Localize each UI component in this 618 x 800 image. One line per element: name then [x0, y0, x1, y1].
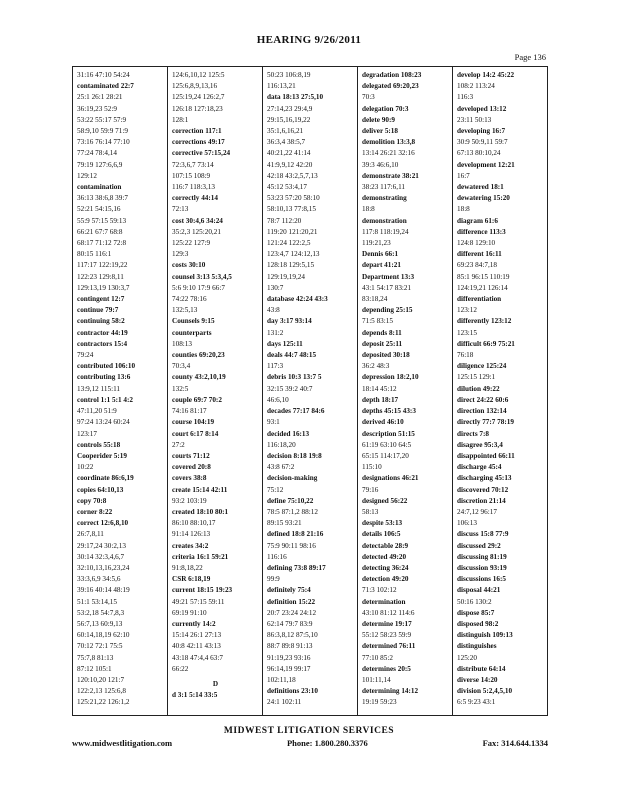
index-entry-term: depth 18:17 — [362, 395, 399, 404]
index-entry-term: determining 14:12 — [362, 687, 419, 696]
index-entry-term: create 15:14 42:11 — [172, 485, 228, 494]
index-entry-refs: 36:19,23 52:9 — [77, 104, 117, 113]
index-entry-refs: 115:10 — [362, 463, 382, 472]
index-entry-refs: 117:8 118:19,24 — [362, 227, 409, 236]
index-entry-term: details 106:5 — [362, 530, 401, 539]
index-entry-refs: 19:19 59:23 — [362, 698, 397, 707]
index-entry-refs: 62:14 79:7 83:9 — [267, 619, 313, 628]
index-entry-refs: 27:2 — [172, 440, 185, 449]
index-entry-refs: 61:19 63:10 64:5 — [362, 440, 412, 449]
index-entry-refs: 102:11,18 — [267, 675, 296, 684]
index-entry-term: designed 56:22 — [362, 496, 408, 505]
index-entry-refs: 75:9 90:11 98:16 — [267, 541, 316, 550]
index-entry-term: decision 8:18 19:8 — [267, 451, 322, 460]
index-entry-term: distinguishes — [457, 642, 497, 651]
index-entry-term: corner 8:22 — [77, 507, 113, 516]
page-header-title: HEARING 9/26/2011 — [256, 34, 362, 46]
index-entry-term: discretion 21:14 — [457, 496, 506, 505]
index-entry-refs: 24:1 102:11 — [267, 698, 302, 707]
index-entry-refs: 86:3,8,12 87:5,10 — [267, 631, 318, 640]
index-entry-refs: 52:21 54:15,16 — [77, 205, 121, 214]
index-entry-refs: 10:22 — [77, 463, 94, 472]
index-entry-refs: 67:13 80:10,24 — [457, 149, 501, 158]
index-entry-term: direct 24:22 60:6 — [457, 395, 509, 404]
index-entry-term: deposited 30:18 — [362, 351, 410, 360]
index-entry-refs: 122:23 129:8,11 — [77, 272, 124, 281]
index-entry-refs: 125:20 — [457, 653, 477, 662]
index-entry-refs: 128:1 — [172, 115, 189, 124]
index-entry-term: difficult 66:9 75:21 — [457, 339, 515, 348]
index-entry-refs: 40:8 42:11 43:13 — [172, 642, 221, 651]
index-entry-refs: 43:1 54:17 83:21 — [362, 283, 412, 292]
index-entry-term: couple 69:7 70:2 — [172, 395, 222, 404]
index-entry-term: contractor 44:19 — [77, 328, 128, 337]
index-entry-term: deliver 5:18 — [362, 127, 398, 136]
index-entry-term: distribute 64:14 — [457, 664, 506, 673]
index-entry-refs: 120:10,20 121:7 — [77, 675, 125, 684]
index-entry-refs: 43:8 67:2 — [267, 463, 295, 472]
index-entry-refs: 83:18,24 — [362, 295, 388, 304]
index-entry-refs: 40:21,22 41:14 — [267, 149, 311, 158]
index-entry-refs: 124:8 129:10 — [457, 239, 496, 248]
index-entry-refs: 6:5 9:23 43:1 — [457, 698, 496, 707]
index-entry-term: distinguish 109:13 — [457, 631, 513, 640]
index-entry-term: demonstration — [362, 216, 407, 225]
index-entry-term: determines 20:5 — [362, 664, 411, 673]
index-entry-term: deposit 25:11 — [362, 339, 403, 348]
index-entry-term: Department 13:3 — [362, 272, 415, 281]
index-entry-term: copy 70:8 — [77, 496, 107, 505]
footer-fax: Fax: 314.644.1334 — [482, 738, 548, 748]
index-entry-refs: 39:3 46:6,10 — [362, 160, 399, 169]
index-entry-refs: 25:1 26:1 28:21 — [77, 93, 123, 102]
index-entry-refs: 116:13,21 — [267, 82, 296, 91]
index-entry-term: data 18:13 27:5,10 — [267, 93, 324, 102]
footer-company: MIDWEST LITIGATION SERVICES — [223, 726, 395, 736]
index-entry-refs: 71:3 102:12 — [362, 586, 397, 595]
index-entry-term: disposal 44:21 — [457, 586, 501, 595]
index-entry-term: difference 113:3 — [457, 227, 506, 236]
index-entry-refs: 30:14 32:3,4,6,7 — [77, 552, 125, 561]
index-entry-term: defining 73:8 89:17 — [267, 563, 326, 572]
index-entry-term: day 3:17 93:14 — [267, 317, 312, 326]
index-entry-term: depths 45:15 43:3 — [362, 407, 416, 416]
index-entry-term: creates 34:2 — [172, 541, 209, 550]
index-entry-term: criteria 16:1 59:21 — [172, 552, 229, 561]
index-entry-term: discharging 45:13 — [457, 474, 512, 483]
index-entry-refs: 78:5 87:1,2 88:12 — [267, 507, 318, 516]
index-entry-term: discuss 15:8 77:9 — [457, 530, 509, 539]
index-entry-refs: 89:15 93:21 — [267, 519, 302, 528]
index-entry-term: disagree 95:3,4 — [457, 440, 503, 449]
index-entry-term: courts 71:12 — [172, 451, 210, 460]
index-entry-refs: 15:14 26:1 27:13 — [172, 631, 222, 640]
index-entry-refs: 53:23 57:20 58:10 — [267, 194, 320, 203]
index-entry-term: decades 77:17 84:6 — [267, 407, 325, 416]
index-entry-refs: 20:7 23:24 24:12 — [267, 608, 317, 617]
index-entry-refs: 85:1 96:15 110:19 — [457, 272, 510, 281]
index-entry-refs: 116:7 118:3,13 — [172, 183, 215, 192]
index-entry-refs: 91:8,18,22 — [172, 563, 203, 572]
index-entry-term: detected 49:20 — [362, 552, 407, 561]
index-entry-refs: 45:12 53:4,17 — [267, 183, 307, 192]
index-entry-refs: 70:12 72:1 75:5 — [77, 642, 123, 651]
footer-contact-row — [72, 738, 548, 748]
index-entry-refs: 119:21,23 — [362, 239, 391, 248]
index-entry-refs: 129:3 — [172, 250, 189, 259]
index-entry-term: discussion 93:19 — [457, 563, 507, 572]
index-entry-term: current 18:15 19:23 — [172, 586, 233, 595]
index-entry-refs: 72:13 — [172, 205, 189, 214]
index-entry-term: corrective 57:15,24 — [172, 149, 231, 158]
index-entry-refs: 117:3 — [267, 362, 284, 371]
index-entry-refs: 50:16 130:2 — [457, 597, 492, 606]
index-entry-term: costs 30:10 — [172, 261, 206, 270]
index-entry-term: development 12:21 — [457, 160, 515, 169]
page-number: Page 136 — [514, 52, 546, 62]
index-entry-refs: 77:10 85:2 — [362, 653, 393, 662]
index-entry-term: discussions 16:5 — [457, 575, 506, 584]
index-entry-term: copies 64:10,13 — [77, 485, 124, 494]
footer-phone: Phone: 1.800.280.3376 — [286, 738, 368, 748]
index-entry-term: definitions 23:10 — [267, 687, 318, 696]
index-entry-refs: 97:24 13:24 60:24 — [77, 418, 130, 427]
index-entry-refs: 49:21 57:15 59:11 — [172, 597, 225, 606]
index-entry-refs: 79:16 — [362, 485, 379, 494]
index-column-4 — [358, 67, 453, 715]
index-entry-refs: 78:7 112:20 — [267, 216, 302, 225]
index-entry-refs: 55:12 58:23 59:9 — [362, 631, 412, 640]
index-entry-refs: 96:14,19 99:17 — [267, 664, 311, 673]
index-entry-refs: 43:8 — [267, 306, 280, 315]
index-entry-term: define 75:10,22 — [267, 496, 314, 505]
index-entry-term: delete 90:9 — [362, 115, 395, 124]
index-entry-term: developing 16:7 — [457, 127, 506, 136]
index-entry-refs: 23:11 50:13 — [457, 115, 492, 124]
index-entry-term: counties 69:20,23 — [172, 351, 225, 360]
index-entry-refs: 35:2,3 125:20,21 — [172, 227, 221, 236]
index-entry-refs: 106:13 — [457, 519, 477, 528]
index-entry-term: d 3:1 5:14 33:5 — [172, 691, 218, 700]
index-entry-refs: 125:22 127:9 — [172, 239, 211, 248]
index-entry-term: counterparts — [172, 328, 212, 337]
index-entry-refs: 46:6,10 — [267, 395, 289, 404]
index-entry-refs: 39:16 40:14 48:19 — [77, 586, 130, 595]
index-entry-term: directly 77:7 78:19 — [457, 418, 514, 427]
index-entry-term: dispose 85:7 — [457, 608, 495, 617]
index-entry-refs: 76:18 — [457, 351, 474, 360]
index-entry-refs: 93:1 — [267, 418, 280, 427]
index-entry-refs: 42:18 43:2,5,7,13 — [267, 171, 318, 180]
index-entry-refs: 124:19,21 126:14 — [457, 283, 508, 292]
index-entry-term: disposed 98:2 — [457, 619, 499, 628]
index-entry-refs: 131:2 — [267, 328, 284, 337]
index-entry-refs: 36:3,4 38:5,7 — [267, 138, 306, 147]
index-entry-term: delegated 69:20,23 — [362, 82, 419, 91]
index-entry-term: dilution 49:22 — [457, 384, 500, 393]
index-entry-term: division 5:2,4,5,10 — [457, 687, 513, 696]
index-entry-refs: 32:10,13,16,23,24 — [77, 563, 130, 572]
index-entry-refs: 71:5 83:15 — [362, 317, 393, 326]
index-entry-term: decision-making — [267, 474, 318, 483]
index-entry-refs: 129:12 — [77, 171, 97, 180]
index-entry-refs: 108:13 — [172, 339, 192, 348]
index-entry-refs: 116:16 — [267, 552, 287, 561]
index-entry-refs: 132:5 — [172, 384, 189, 393]
index-entry-term: differently 123:12 — [457, 317, 512, 326]
index-entry-term: designations 46:21 — [362, 474, 419, 483]
index-entry-term: direction 132:14 — [457, 407, 507, 416]
index-entry-refs: 29:17,24 30:2,13 — [77, 541, 126, 550]
index-entry-refs: 73:16 76:14 77:10 — [77, 138, 130, 147]
index-entry-term: Dennis 66:1 — [362, 250, 399, 259]
index-entry-refs: 91:19,23 93:16 — [267, 653, 311, 662]
index-entry-term: control 1:1 5:1 4:2 — [77, 395, 133, 404]
index-entry-refs: 58:13 — [362, 507, 379, 516]
index-entry-refs: 123:4,7 124:12,13 — [267, 250, 320, 259]
index-entry-refs: 58:10,13 77:8,15 — [267, 205, 316, 214]
index-entry-term: controls 55:18 — [77, 440, 121, 449]
index-entry-refs: 24:7,12 96:17 — [457, 507, 497, 516]
index-entry-term: dewatered 18:1 — [457, 183, 504, 192]
index-entry-refs: 56:7,13 60:9,13 — [77, 619, 123, 628]
index-entry-refs: 18:14 45:12 — [362, 384, 397, 393]
index-entry-term: CSR 6:18,19 — [172, 575, 211, 584]
index-entry-term: differentiation — [457, 295, 502, 304]
index-column-5 — [453, 67, 547, 715]
index-entry-term: developed 13:12 — [457, 104, 507, 113]
index-entry-refs: 36:2 48:3 — [362, 362, 390, 371]
index-entry-refs: 132:5,13 — [172, 306, 198, 315]
index-entry-term: defined 18:8 21:16 — [267, 530, 324, 539]
index-entry-refs: 51:1 53:14,15 — [77, 597, 117, 606]
index-entry-refs: 13:14 26:21 32:16 — [362, 149, 415, 158]
index-entry-term: discharge 45:4 — [457, 463, 502, 472]
index-entry-refs: 125:6,8,9,13,16 — [172, 82, 218, 91]
index-entry-refs: 31:16 47:10 54:24 — [77, 71, 130, 79]
index-entry-refs: 124:6,10,12 125:5 — [172, 71, 225, 79]
index-entry-refs: 93:2 103:19 — [172, 496, 207, 505]
index-entry-refs: 87:12 105:1 — [77, 664, 112, 673]
index-entry-refs: 55:9 57:15 59:13 — [77, 216, 127, 225]
index-entry-refs: 72:3,6,7 73:14 — [172, 160, 214, 169]
index-entry-term: coordinate 86:6,19 — [77, 474, 134, 483]
index-entry-term: delegation 70:3 — [362, 104, 409, 113]
index-entry-refs: 119:20 121:20,21 — [267, 227, 318, 236]
index-entry-term: demonstrate 38:21 — [362, 171, 419, 180]
index-entry-term: deals 44:7 48:15 — [267, 351, 317, 360]
index-entry-refs: 123:15 — [457, 328, 477, 337]
index-entry-term: depart 41:21 — [362, 261, 401, 270]
index-entry-refs: 107:15 108:9 — [172, 171, 211, 180]
index-entry-term: days 125:11 — [267, 339, 303, 348]
index-entry-refs: 53:22 55:17 57:9 — [77, 115, 127, 124]
index-entry-term: created 18:10 80:1 — [172, 507, 229, 516]
index-entry-term: corrections 49:17 — [172, 138, 225, 147]
index-entry-refs: 121:24 122:2,5 — [267, 239, 311, 248]
index-entry-refs: 36:13 38:6,8 39:7 — [77, 194, 128, 203]
index-entry-refs: 35:1,6,16,21 — [267, 127, 304, 136]
index-entry-refs: 60:14,18,19 62:10 — [77, 631, 130, 640]
index-entry-refs: 79:24 — [77, 351, 94, 360]
index-entry-refs: 116:18,20 — [267, 440, 296, 449]
index-entry-refs: 70:3,4 — [172, 362, 191, 371]
index-entry-refs: 74:22 78:16 — [172, 295, 207, 304]
index-entry-term: Counsels 9:15 — [172, 317, 215, 326]
index-entry-refs: 125:21,22 126:1,2 — [77, 698, 130, 707]
index-entry-term: degradation 108:23 — [362, 71, 422, 79]
index-entry-refs: 79:19 127:6,6,9 — [77, 160, 123, 169]
index-entry-refs: 75:7,8 81:13 — [77, 653, 114, 662]
index-entry-term: determined 76:11 — [362, 642, 416, 651]
index-entry-term: contributing 13:6 — [77, 373, 131, 382]
index-entry-term: despite 53:13 — [362, 519, 403, 528]
index-entry-term: derived 46:10 — [362, 418, 404, 427]
index-entry-refs: 80:15 116:1 — [77, 250, 112, 259]
index-entry-term: discovered 70:12 — [457, 485, 509, 494]
index-entry-term: county 43:2,10,19 — [172, 373, 226, 382]
index-entry-term: description 51:15 — [362, 429, 415, 438]
index-entry-term: diverse 14:20 — [457, 675, 498, 684]
index-entry-refs: 123:17 — [77, 429, 97, 438]
index-entry-refs: 66:21 67:7 68:8 — [77, 227, 123, 236]
index-entry-term: correctly 44:14 — [172, 194, 218, 203]
index-entry-refs: 70:3 — [362, 93, 375, 102]
index-entry-refs: 101:11,14 — [362, 675, 391, 684]
index-entry-refs: 18:8 — [457, 205, 470, 214]
index-entry-refs: 43:18 47:4,4 63:7 — [172, 653, 223, 662]
index-entry-term: contamination — [77, 183, 122, 192]
index-entry-term: demolition 13:3,8 — [362, 138, 416, 147]
index-entry-refs: 91:14 126:13 — [172, 530, 211, 539]
index-entry-refs: 126:18 127:18,23 — [172, 104, 223, 113]
index-entry-term: definition 15:22 — [267, 597, 316, 606]
section-letter: D — [212, 679, 219, 688]
index-entry-term: depression 18:2,10 — [362, 373, 419, 382]
index-entry-term: different 16:11 — [457, 250, 502, 259]
index-entry-refs: 27:14,23 29:4,9 — [267, 104, 313, 113]
index-entry-term: detection 49:20 — [362, 575, 409, 584]
index-entry-term: course 104:19 — [172, 418, 215, 427]
index-entry-refs: 16:7 — [457, 171, 470, 180]
index-entry-refs: 129:13,19 130:3,7 — [77, 283, 130, 292]
index-entry-term: discussing 81:19 — [457, 552, 507, 561]
index-entry-refs: 108:2 113:24 — [457, 82, 495, 91]
index-column-2 — [168, 67, 263, 715]
index-entry-term: depends 8:11 — [362, 328, 402, 337]
index-entry-refs: 18:8 — [362, 205, 375, 214]
index-entry-term: directs 7:8 — [457, 429, 490, 438]
index-entry-refs: 86:10 88:10,17 — [172, 519, 216, 528]
index-entry-term: continuing 58:2 — [77, 317, 125, 326]
index-entry-refs: 99:9 — [267, 575, 280, 584]
index-entry-term: dewatering 15:20 — [457, 194, 510, 203]
index-entry-refs: 47:11,20 51:9 — [77, 407, 117, 416]
index-entry-refs: 74:16 81:17 — [172, 407, 207, 416]
index-entry-refs: 116:3 — [457, 93, 474, 102]
index-entry-term: currently 14:2 — [172, 619, 216, 628]
index-entry-refs: 65:15 114:17,20 — [362, 451, 409, 460]
index-entry-refs: 43:10 81:12 114:6 — [362, 608, 415, 617]
index-entry-term: disappointed 66:11 — [457, 451, 515, 460]
index-entry-refs: 69:19 91:10 — [172, 608, 207, 617]
index-entry-term: database 42:24 43:3 — [267, 295, 328, 304]
index-entry-term: discussed 29:2 — [457, 541, 501, 550]
index-entry-term: correct 12:6,8,10 — [77, 519, 129, 528]
index-entry-term: covered 20:8 — [172, 463, 211, 472]
index-entry-refs: 117:17 122:19,22 — [77, 261, 128, 270]
index-entry-term: detecting 36:24 — [362, 563, 409, 572]
index-entry-refs: 125:15 129:1 — [457, 373, 496, 382]
index-entry-refs: 122:2,13 125:6,8 — [77, 687, 126, 696]
index-column-3 — [263, 67, 358, 715]
index-entry-term: contingent 12:7 — [77, 295, 125, 304]
index-entry-term: continue 79:7 — [77, 306, 119, 315]
index-entry-refs: 69:23 84:7,18 — [457, 261, 497, 270]
index-entry-term: debris 10:3 13:7 5 — [267, 373, 322, 382]
footer-website: www.midwestlitigation.com — [72, 738, 173, 748]
index-entry-term: depending 25:15 — [362, 306, 413, 315]
index-entry-refs: 29:15,16,19,22 — [267, 115, 311, 124]
index-entry-refs: 5:6 9:10 17:9 66:7 — [172, 283, 225, 292]
index-entry-term: Cooperider 5:19 — [77, 451, 127, 460]
index-entry-refs: 66:22 — [172, 664, 189, 673]
index-entry-refs: 41:9,9,12 42:20 — [267, 160, 313, 169]
index-entry-term: diligence 125:24 — [457, 362, 507, 371]
index-entry-refs: 88:7 89:8 91:13 — [267, 642, 313, 651]
index-entry-refs: 123:12 — [457, 306, 477, 315]
index-entry-refs: 58:9,10 59:9 71:9 — [77, 127, 128, 136]
index-entry-term: counsel 3:13 5:3,4,5 — [172, 272, 232, 281]
index-entry-term: court 6:17 8:14 — [172, 429, 219, 438]
index-entry-term: correction 117:1 — [172, 127, 222, 136]
index-entry-term: contractors 15:4 — [77, 339, 128, 348]
index-entry-refs: 38:23 117:6,11 — [362, 183, 405, 192]
index-entry-term: demonstrating — [362, 194, 407, 203]
index-entry-refs: 125:19,24 126:2,7 — [172, 93, 225, 102]
index-entry-refs: 128:18 129:5,15 — [267, 261, 315, 270]
index-entry-term: contributed 106:10 — [77, 362, 136, 371]
index-grid — [72, 66, 548, 716]
index-entry-term: contaminated 22:7 — [77, 82, 134, 91]
index-entry-refs: 13:9,12 115:11 — [77, 384, 120, 393]
index-entry-refs: 26:7,8,11 — [77, 530, 104, 539]
index-entry-term: determination — [362, 597, 406, 606]
index-entry-refs: 129:19,19,24 — [267, 272, 305, 281]
index-entry-term: covers 38:8 — [172, 474, 207, 483]
index-entry-refs: 32:15 39:2 40:7 — [267, 384, 313, 393]
index-entry-refs: 30:9 50:9,11 59:7 — [457, 138, 508, 147]
index-entry-term: cost 30:4,6 34:24 — [172, 216, 223, 225]
index-entry-term: detectable 28:9 — [362, 541, 409, 550]
index-entry-refs: 53:2,18 54:7,8,3 — [77, 608, 125, 617]
index-entry-refs: 130:7 — [267, 283, 284, 292]
index-entry-term: definitely 75:4 — [267, 586, 311, 595]
index-entry-refs: 33:3,6,9 34:5,6 — [77, 575, 121, 584]
index-column-1 — [73, 67, 168, 715]
index-entry-term: determine 19:17 — [362, 619, 412, 628]
index-entry-refs: 77:24 78:4,14 — [77, 149, 117, 158]
index-entry-refs: 68:17 71:12 72:8 — [77, 239, 127, 248]
index-entry-refs: 50:23 106:8,19 — [267, 71, 311, 79]
index-entry-refs: 75:12 — [267, 485, 284, 494]
index-entry-term: diagram 61:6 — [457, 216, 498, 225]
index-entry-term: decided 16:13 — [267, 429, 310, 438]
index-entry-term: develop 14:2 45:22 — [457, 71, 515, 79]
